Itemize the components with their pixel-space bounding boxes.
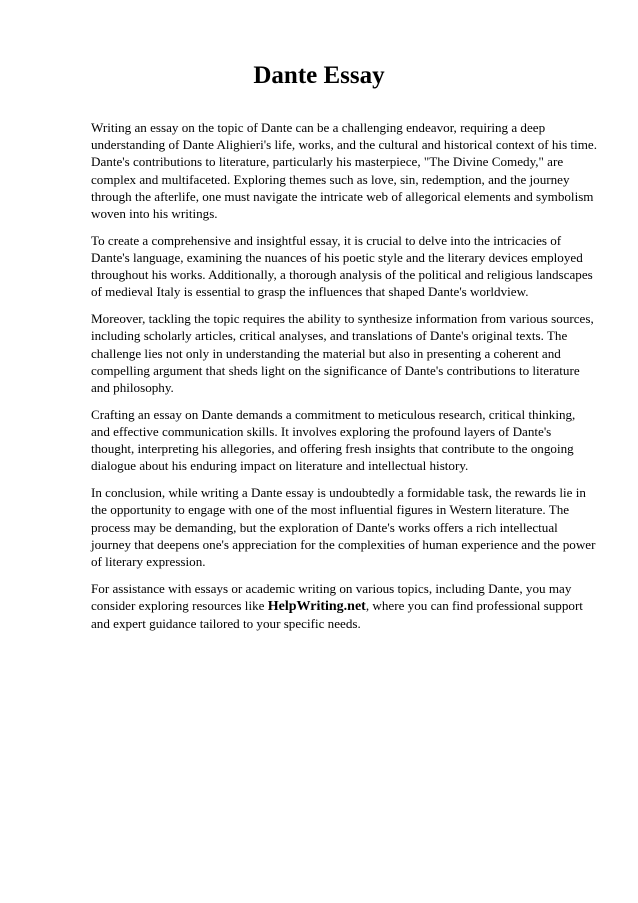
paragraph-1: Writing an essay on the topic of Dante can be a challenging endeavor, requiring a deep understanding of Dante Alighieri's life, works, and the cultural and historical context of his time. Dante's contributions to literature, particularly his masterpiece, "The Divine Comedy," are complex and multifaceted. Exploring themes such as love, sin, redemption, and the journey through the afterlife, one must navigate the intricate web of allegorical elements and symbolism woven into his writings. (91, 120, 597, 222)
paragraph-6 (91, 580, 597, 633)
paragraph-2: To create a comprehensive and insightful essay, it is crucial to delve into the intricacies of Dante's language, examining the nuances of his poetic style and the literary devices employed throughout his works. Additionally, a thorough analysis of the political and religious landscapes of medieval Italy is essential to grasp the influences that shaped Dante's worldview. (91, 232, 593, 300)
document-title: Dante Essay (253, 62, 385, 89)
paragraph-3: Moreover, tackling the topic requires the ability to synthesize information from various sources, including scholarly articles, critical analyses, and translations of Dante's original texts. The challenge lies not only in understanding the material but also in presenting a coherent and compelling argument that sheds light on the significance of Dante's contributions to literature and philosophy. (91, 311, 594, 396)
paragraph-5: In conclusion, while writing a Dante essay is undoubtedly a formidable task, the rewards lie in the opportunity to engage with one of the most influential figures in Western literature. The process may be demanding, but the exploration of Dante's works offers a rich intellectual journey that deepens one's appreciation for the complexities of human experience and the power of literary expression. (91, 485, 596, 570)
helpwriting-link[interactable]: HelpWriting.net (267, 599, 366, 615)
paragraph-6-trail-text: , where you can find professional support and expert guidance tailored to your specific needs. (91, 598, 583, 632)
document-body (91, 119, 597, 642)
paragraph-6-lead-text: For assistance with essays or academic writing on various topics, including Dante, you may consider exploring resources like (91, 580, 572, 614)
paragraph-4: Crafting an essay on Dante demands a commitment to meticulous research, critical thinking, and effective communication skills. It involves exploring the profound layers of Dante's thought, interpreting his allegories, and offering fresh insights that contribute to the ongoing dialogue about his enduring impact on literature and intellectual history. (91, 406, 576, 474)
